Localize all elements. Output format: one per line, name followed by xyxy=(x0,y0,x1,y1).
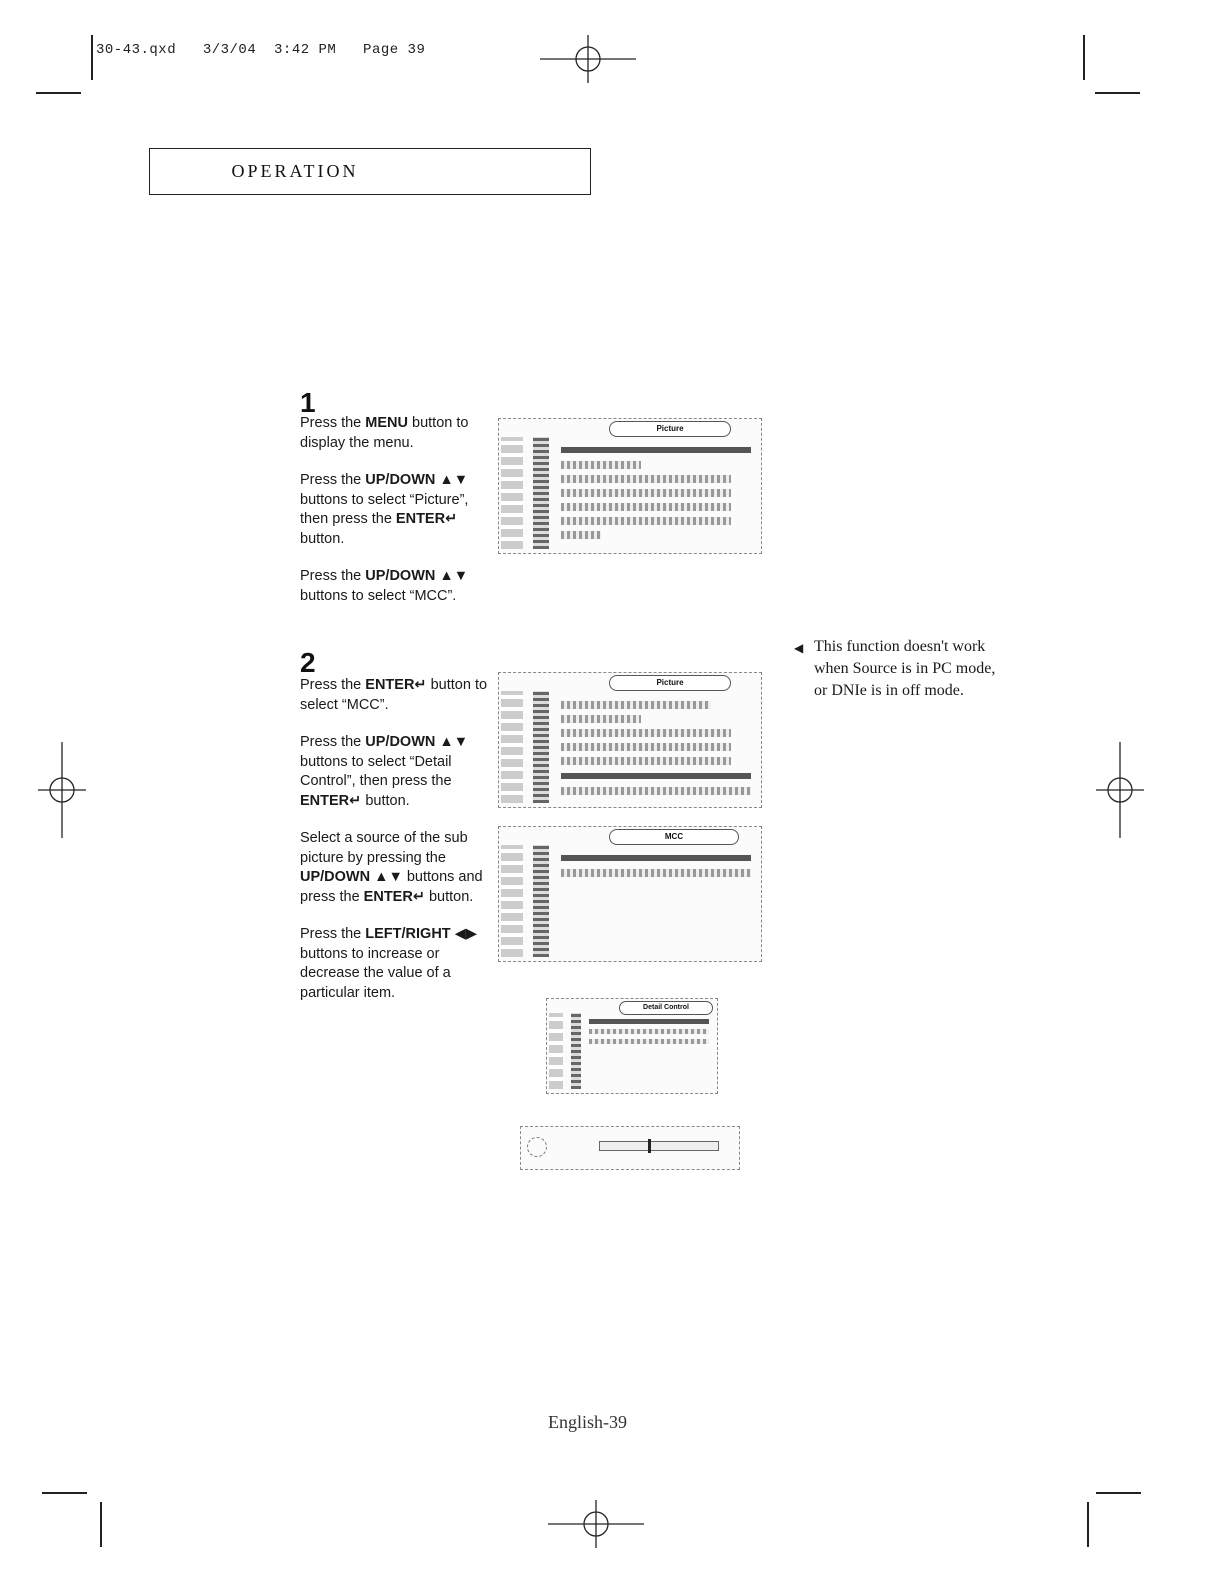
trim-mark xyxy=(1087,1502,1089,1547)
trim-mark xyxy=(1096,1492,1141,1494)
menu-title: Picture xyxy=(609,675,731,691)
instruction-paragraph: Press the UP/DOWN ▲▼ buttons to select “MCC”. xyxy=(300,568,469,604)
menu-screenshot-picture xyxy=(498,418,762,554)
note-text: This function doesn't work when Source is in PC mode, or DNIe is in off mode. xyxy=(814,638,996,699)
trim-mark xyxy=(1083,35,1085,80)
instruction-paragraph: Press the MENU button to display the menu. xyxy=(300,415,469,451)
instruction-paragraph: Press the LEFT/RIGHT ◀▶ buttons to increase or decrease the value of a particular item. xyxy=(300,926,477,1001)
menu-title: Detail Control xyxy=(619,1001,713,1015)
menu-screenshot-mcc-select xyxy=(498,672,762,808)
page-number: English-39 xyxy=(548,1412,627,1432)
adjustment-slider xyxy=(599,1141,719,1151)
menu-screenshot-detail-control xyxy=(546,998,718,1094)
menu-screenshot-mcc xyxy=(498,826,762,962)
registration-mark-icon xyxy=(548,1500,644,1548)
step1-instructions xyxy=(300,414,485,606)
registration-mark-icon xyxy=(38,742,86,838)
trim-mark xyxy=(42,1492,87,1494)
note-arrow-icon: ◀ xyxy=(794,641,804,655)
instruction-paragraph: Press the ENTER↵ button to select “MCC”. xyxy=(300,677,488,713)
instruction-paragraph: Select a source of the sub picture by pressing the UP/DOWN ▲▼ buttons and press the ENTER↵ button. xyxy=(300,830,483,905)
step2-instructions xyxy=(300,676,496,1003)
registration-mark-icon xyxy=(540,35,636,83)
menu-title: MCC xyxy=(609,829,739,845)
side-note xyxy=(794,636,1004,702)
instruction-paragraph: Press the UP/DOWN ▲▼ buttons to select “Picture”, then press the ENTER↵ button. xyxy=(300,472,469,547)
section-title: OPERATION xyxy=(231,161,359,181)
trim-mark xyxy=(36,92,81,94)
menu-title: Picture xyxy=(609,421,731,437)
step-number: 1 xyxy=(300,387,316,418)
adjustment-icon xyxy=(527,1137,547,1157)
registration-mark-icon xyxy=(1096,742,1144,838)
trim-mark xyxy=(91,35,93,80)
print-slug: 30-43.qxd 3/3/04 3:42 PM Page 39 xyxy=(96,42,426,58)
adjustment-bar-screenshot xyxy=(520,1126,740,1170)
section-header xyxy=(149,148,591,195)
trim-mark xyxy=(1095,92,1140,94)
trim-mark xyxy=(100,1502,102,1547)
step-number: 2 xyxy=(300,647,316,678)
instruction-paragraph: Press the UP/DOWN ▲▼ buttons to select “Detail Control”, then press the ENTER↵ button. xyxy=(300,734,469,809)
